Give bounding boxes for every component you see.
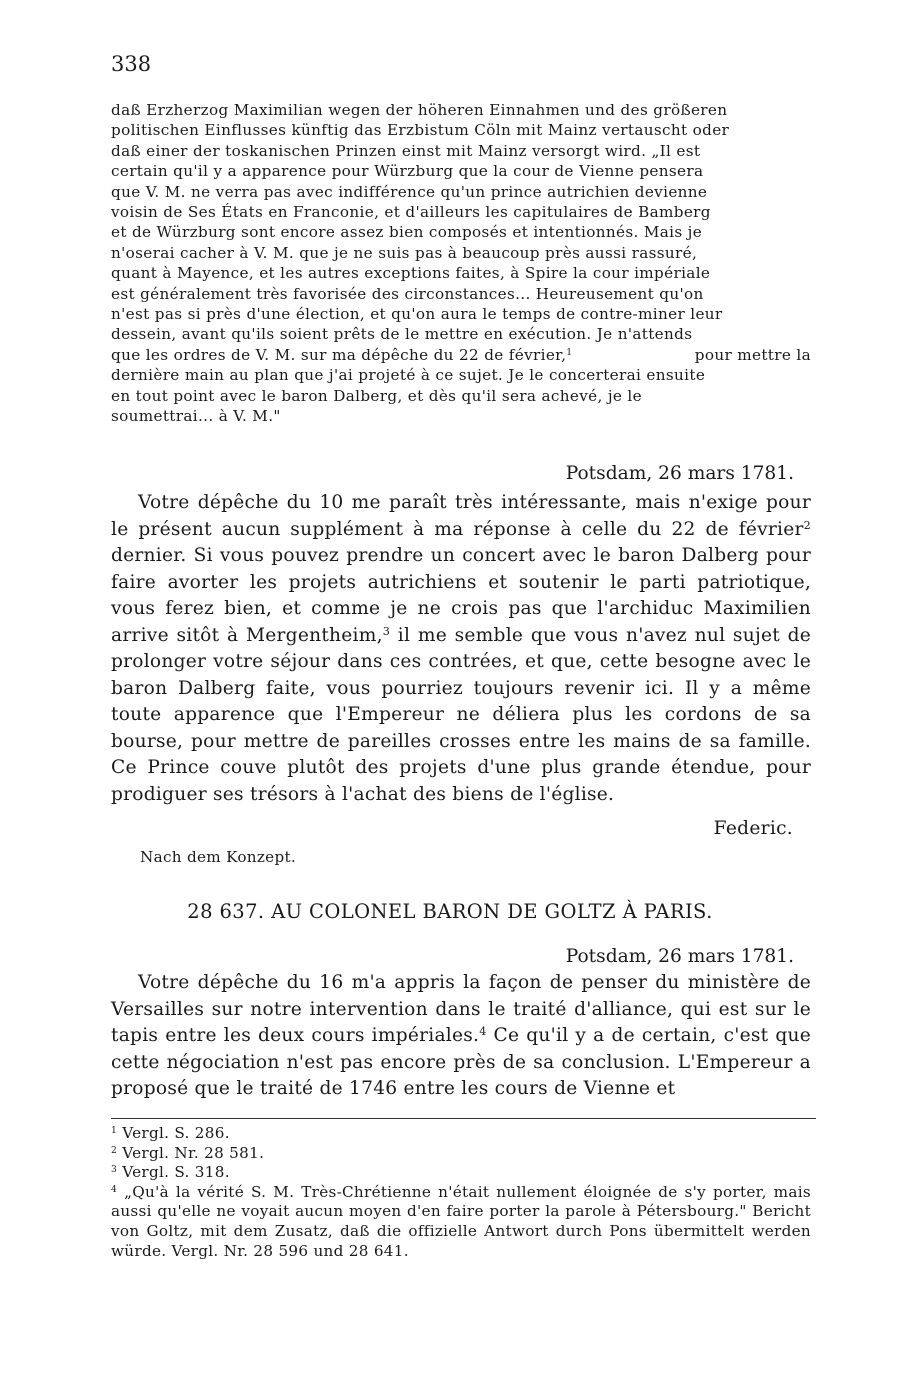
text-line: voisin de Ses États en Franconie, et d'ailleurs les capitulaires de Bamberg: [111, 203, 711, 222]
letter-paragraph: [111, 970, 811, 1103]
source-note: Nach dem Konzept.: [140, 848, 297, 866]
text-line: quant à Mayence, et les autres exceptions faites, à Spire la cour impériale: [111, 264, 711, 283]
text-fragment: Votre dépêche du 10 me paraît très intéressante, mais n'exige pour le présent aucun supplément à ma réponse à celle du 22 de février: [111, 492, 811, 540]
text-line: n'est pas si près d'une élection, et qu'on aura le temps de contre-miner leur: [111, 305, 723, 324]
text-line: daß einer der toskanischen Prinzen einst mit Mainz versorgt wird. „Il est: [111, 141, 701, 160]
text-fragment: dernier. Si vous pouvez prendre un concert avec le baron Dalberg pour faire avorter les projets autrichiens et soutenir le parti patriotique, vous ferez bien, et comme je ne crois pas que l'archiduc Maximilien arrive sitôt à Mergentheim,: [111, 545, 811, 646]
text-fragment: [111, 345, 572, 365]
text-line: et de Würzburg sont encore assez bien composés et intentionnés. Mais je: [111, 223, 703, 242]
footnote-ref: 1: [566, 347, 573, 358]
footnote: [111, 1124, 811, 1144]
footnote: [111, 1144, 811, 1164]
letter-body: [111, 490, 811, 808]
text-fragment: il me semble que vous n'avez nul sujet de prolonger votre séjour dans ces contrées, et que, cette besogne avec le baron Dalberg faite, vous pourriez toujours revenir ici. Il y a même toute apparence que l'Empereur ne déliera plus les cordons de sa bourse, pour mettre de pareilles crosses entre les mains de sa famille. Ce Prince couve plutôt des projets d'une plus grande étendue, pour prodiguer ses trésors à l'achat des biens de l'église.: [111, 624, 812, 805]
footnote-ref: 4: [479, 1024, 487, 1038]
text-fragment: que les ordres de V. M. sur ma dépêche du 22 de février,: [111, 345, 567, 364]
footnote-divider: [111, 1118, 816, 1119]
footnote-ref: 3: [382, 624, 391, 638]
text-line: n'oserai cacher à V. M. que je ne suis pas à beaucoup près aussi rassuré,: [111, 243, 698, 262]
text-line: dernière main au plan que j'ai projeté à ce sujet. Je le concerterai ensuite: [111, 366, 706, 385]
text-line: en tout point avec le baron Dalberg, et dès qu'il sera achevé, je le: [111, 386, 642, 405]
page-number: 338: [111, 52, 152, 76]
text-line: daß Erzherzog Maximilian wegen der höheren Einnahmen und des größeren: [111, 101, 728, 119]
text-line: soumettrai... à V. M.": [111, 407, 281, 426]
footnote-text: Vergl. S. 318.: [117, 1163, 230, 1182]
footnote-number: 4: [111, 1184, 118, 1195]
footnote-number: 2: [111, 1145, 118, 1156]
footnote-text: „Qu'à la vérité S. M. Très-Chrétienne n'était nullement éloignée de s'y porter, mais aussi qu'elle ne voyait aucun moyen d'en faire porter la parole à Pétersbourg." Bericht von Goltz, mit dem Zusatz, daß die offizielle Antwort durch Pons übermittelt werden würde. Vergl. Nr. 28 596 und 28 641.: [111, 1182, 811, 1260]
text-fragment: Ce qu'il y a de certain, c'est que cette négociation n'est pas encore près de sa conclusion. L'Empereur a proposé que le traité de 1746 entre les cours de Vienne et: [111, 1025, 811, 1099]
footnotes: [111, 1124, 811, 1261]
text-line: dessein, avant qu'ils soient prêts de le mettre en exécution. Je n'attends: [111, 325, 693, 344]
continued-report-text: [111, 100, 811, 427]
text-fragment: Votre dépêche du 16 m'a appris la façon de penser du ministère de Versailles sur notre intervention dans le traité d'alliance, qui est sur le tapis entre les deux cours impériales.: [111, 972, 811, 1046]
text-line: certain qu'il y a apparence pour Würzburg que la cour de Vienne pensera: [111, 162, 704, 181]
dateline: Potsdam, 26 mars 1781.: [565, 463, 794, 484]
letter-heading: 28 637. AU COLONEL BARON DE GOLTZ À PARIS.: [187, 900, 713, 923]
footnote-text: Vergl. S. 286.: [117, 1124, 230, 1142]
text-line: que V. M. ne verra pas avec indifférence qu'un prince autrichien devienne: [111, 182, 708, 201]
text-line: politischen Einflusses künftig das Erzbistum Cöln mit Mainz vertauscht oder: [111, 121, 730, 140]
footnote-number: 1: [111, 1125, 118, 1136]
text-fragment: pour mettre la: [689, 345, 811, 364]
footnote: [111, 1183, 811, 1261]
dateline: Potsdam, 26 mars 1781.: [565, 946, 794, 967]
text-line: est généralement très favorisée des circonstances... Heureusement qu'on: [111, 284, 704, 303]
footnote-text: Vergl. Nr. 28 581.: [117, 1143, 265, 1162]
letter-paragraph: [111, 490, 811, 808]
letter-body: [111, 970, 811, 1103]
footnote-ref: 2: [803, 518, 811, 532]
footnote: [111, 1163, 811, 1183]
text-line: [111, 345, 811, 365]
signature: Federic.: [713, 818, 793, 839]
footnote-number: 3: [111, 1165, 118, 1176]
